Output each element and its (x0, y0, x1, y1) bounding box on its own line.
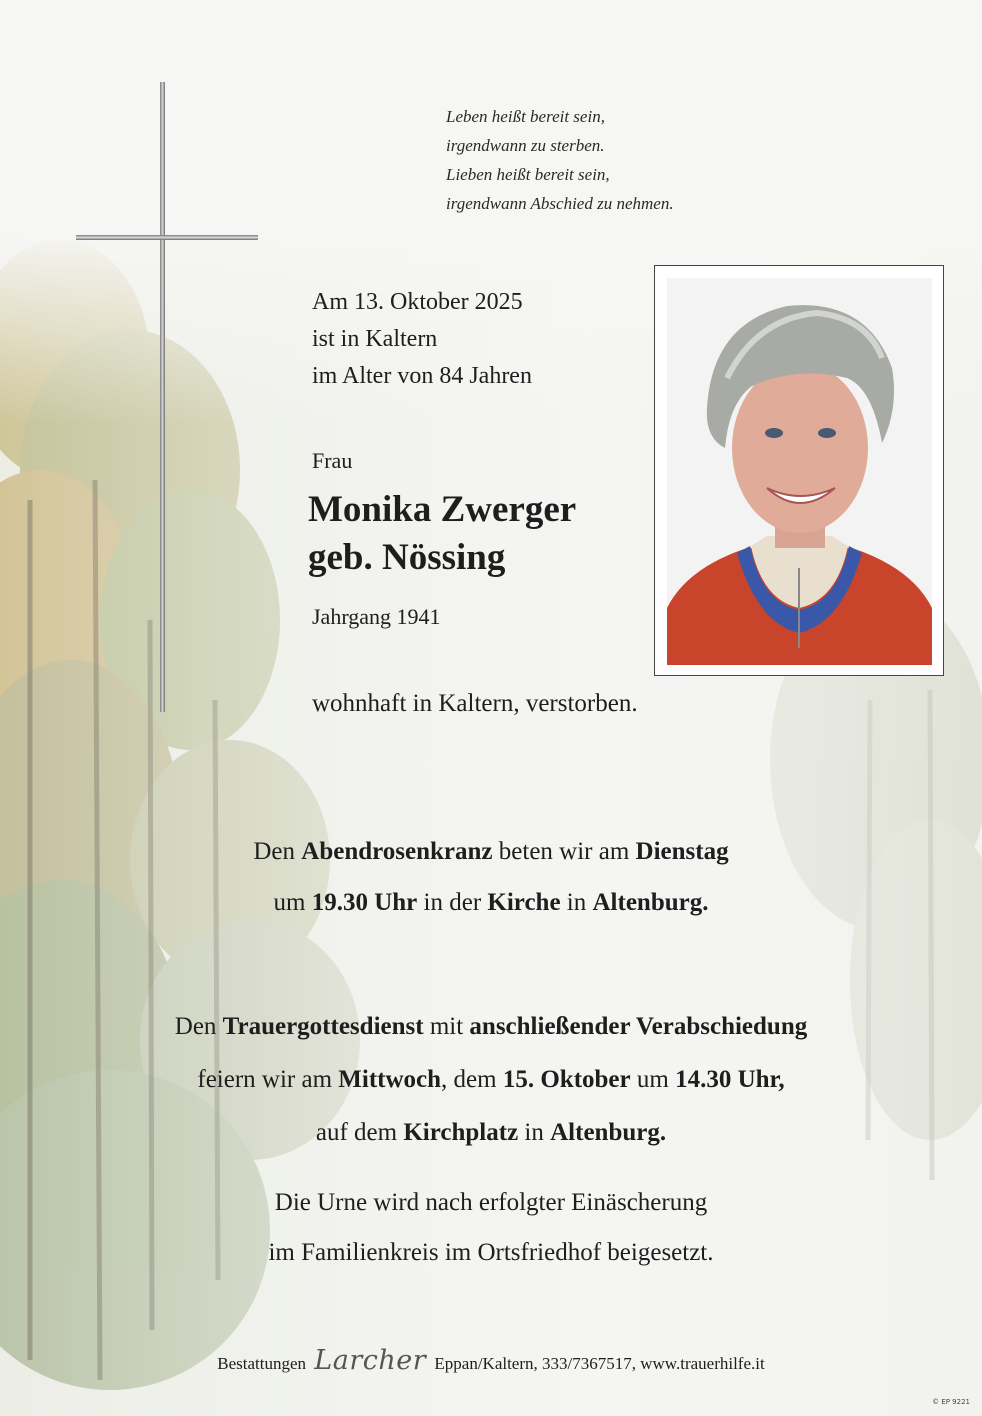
intro-line: ist in Kaltern (312, 326, 438, 352)
birth-year: Jahrgang 1941 (312, 604, 441, 629)
rosary-location: Altenburg. (592, 889, 709, 916)
rosary-text: beten wir am (492, 838, 636, 865)
mass-location: Altenburg. (550, 1119, 667, 1146)
poem-line: Leben heißt bereit sein, (446, 107, 605, 126)
rosary-text: um (273, 889, 312, 916)
mass-time: 14.30 Uhr, (675, 1066, 785, 1093)
mass-text: mit (423, 1013, 470, 1040)
mass-day: Mittwoch (338, 1066, 442, 1093)
mass-text: feiern wir am (197, 1066, 339, 1093)
full-name: Monika Zwerger (308, 489, 577, 530)
mass-text: in (518, 1119, 551, 1146)
rosary-time: 19.30 Uhr (311, 889, 418, 916)
footer-contact: Eppan/Kaltern, 333/7367517, www.trauerhilfe.it (434, 1354, 765, 1373)
rosary-text: in (560, 889, 593, 916)
urn-line: Die Urne wird nach erfolgter Einäscherung (274, 1189, 708, 1216)
mass-text: auf dem (315, 1119, 404, 1146)
mass-text: um (630, 1066, 676, 1093)
urn-line: im Familienkreis im Ortsfriedhof beigesetzt. (268, 1239, 714, 1266)
urn-notice (0, 1178, 982, 1278)
rosary-day: Dienstag (635, 838, 729, 865)
cross-icon-crossbar (76, 235, 258, 240)
deceased-name (308, 486, 576, 582)
death-intro (312, 284, 532, 395)
rosary-place: Kirche (487, 889, 561, 916)
rosary-event: Abendrosenkranz (301, 838, 493, 865)
poem-line: irgendwann zu sterben. (446, 136, 605, 155)
rosary-text: in der (417, 889, 488, 916)
funeral-home-logo: Larcher (314, 1345, 427, 1376)
mass-place: Kirchplatz (403, 1119, 519, 1146)
print-code: © EP 9221 (932, 1398, 970, 1406)
funeral-home-footer (0, 1345, 982, 1376)
rosary-text: Den (253, 838, 302, 865)
residence: wohnhaft in Kaltern, verstorben. (312, 690, 638, 717)
portrait-frame (654, 265, 944, 676)
portrait-photo (667, 278, 932, 665)
maiden-name: geb. Nössing (308, 537, 506, 578)
salutation: Frau (312, 448, 353, 473)
poem-line: Lieben heißt bereit sein, (446, 165, 610, 184)
mass-text: , dem (441, 1066, 503, 1093)
rosary-notice (0, 826, 982, 928)
mass-date: 15. Oktober (502, 1066, 631, 1093)
mass-farewell: anschließender Verabschiedung (469, 1013, 808, 1040)
poem-line: irgendwann Abschied zu nehmen. (446, 194, 674, 213)
cross-icon (160, 82, 165, 712)
intro-line: im Alter von 84 Jahren (312, 363, 532, 389)
mass-event: Trauergottesdienst (222, 1013, 424, 1040)
footer-prefix: Bestattungen (217, 1354, 307, 1373)
poem (446, 102, 674, 218)
funeral-mass-notice (0, 1000, 982, 1159)
mass-text: Den (174, 1013, 223, 1040)
intro-line: Am 13. Oktober 2025 (312, 289, 523, 315)
